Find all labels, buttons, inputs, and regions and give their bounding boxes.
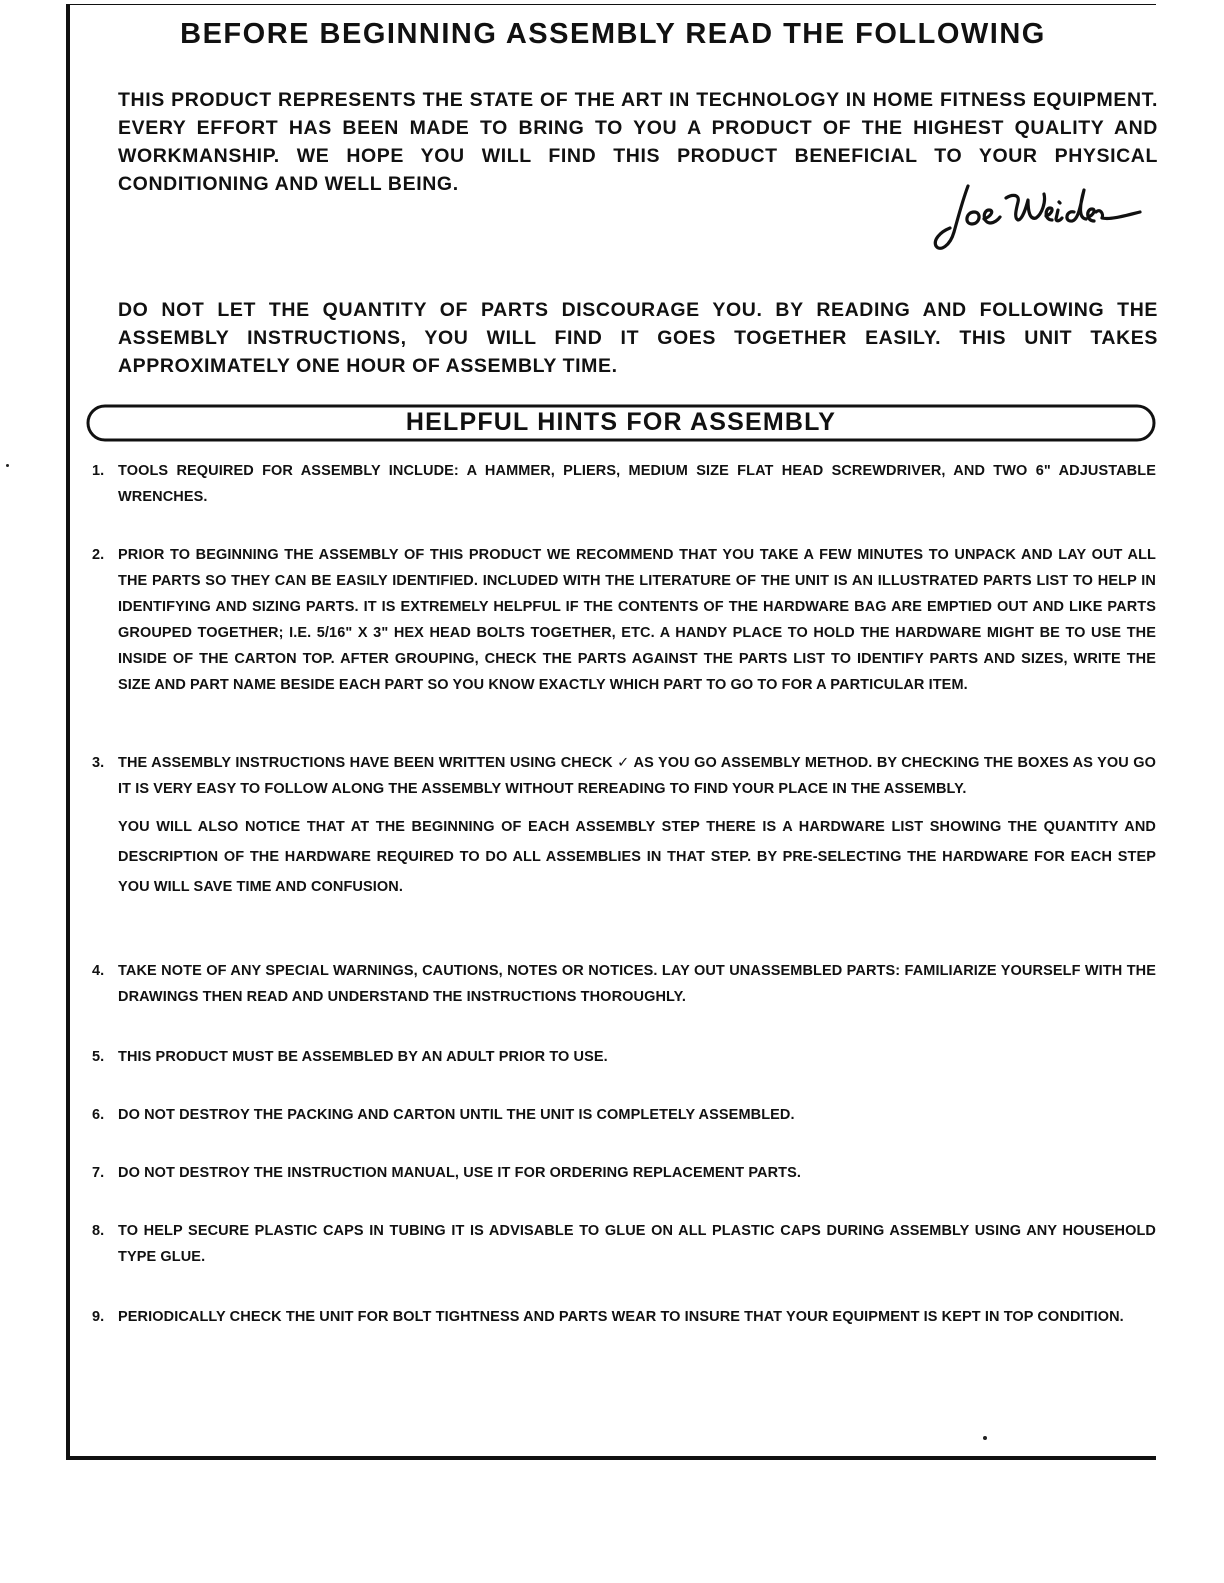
hint-item <box>92 458 1156 510</box>
signature <box>928 172 1148 260</box>
hint-number: 2. <box>92 547 105 563</box>
hint-text: TAKE NOTE OF ANY SPECIAL WARNINGS, CAUTIONS, NOTES OR NOTICES. LAY OUT UNASSEMBLED PARTS: FAMILIARIZE YOURSELF WITH THE DRAWINGS THEN READ AND UNDERSTAND THE INSTRUCTIONS THOROUGHLY. <box>118 963 1156 1005</box>
hint-number: 6. <box>92 1107 105 1123</box>
hint-number: 1. <box>92 463 105 479</box>
hint-text: TOOLS REQUIRED FOR ASSEMBLY INCLUDE: A HAMMER, PLIERS, MEDIUM SIZE FLAT HEAD SCREWDRIVER, AND TWO 6" ADJUSTABLE WRENCHES. <box>118 463 1156 505</box>
scan-speck <box>6 464 9 467</box>
hint-number: 3. <box>92 755 105 771</box>
hint-item <box>92 1044 1156 1070</box>
hint-item <box>92 1304 1156 1330</box>
hint-number: 7. <box>92 1165 105 1181</box>
hint-item <box>92 958 1156 1010</box>
hint-text: TO HELP SECURE PLASTIC CAPS IN TUBING IT IS ADVISABLE TO GLUE ON ALL PLASTIC CAPS DURING ASSEMBLY USING ANY HOUSEHOLD TYPE GLUE. <box>118 1223 1156 1265</box>
hint-item <box>92 750 1156 902</box>
intro-paragraph: THIS PRODUCT REPRESENTS THE STATE OF THE ART IN TECHNOLOGY IN HOME FITNESS EQUIPMENT. EVERY EFFORT HAS BEEN MADE TO BRING TO YOU A PRODUCT OF THE HIGHEST QUALITY AND WORKMANSHIP. WE HOPE YOU WILL FIND THIS PRODUCT BENEFICIAL TO YOUR PHYSICAL CONDITIONING AND WELL BEING. <box>118 89 1158 195</box>
hint-item <box>92 1160 1156 1186</box>
hint-item <box>92 542 1156 698</box>
hint-text: THIS PRODUCT MUST BE ASSEMBLED BY AN ADULT PRIOR TO USE. <box>118 1049 608 1065</box>
hint-text: PRIOR TO BEGINNING THE ASSEMBLY OF THIS PRODUCT WE RECOMMEND THAT YOU TAKE A FEW MINUTES TO UNPACK AND LAY OUT ALL THE PARTS SO THEY CAN BE EASILY IDENTIFIED. INCLUDED WITH THE LITERATURE OF THE UNIT IS AN ILLUSTRATED PARTS LIST TO HELP IN IDENTIFYING AND SIZING PARTS. IT IS EXTREMELY HELPFUL IF THE CONTENTS OF THE HARDWARE BAG ARE EMPTIED OUT AND LIKE PARTS GROUPED TOGETHER; I.E. 5/16" X 3" HEX HEAD BOLTS TOGETHER, ETC. A HANDY PLACE TO HOLD THE HARDWARE MIGHT BE TO USE THE INSIDE OF THE CARTON TOP. AFTER GROUPING, CHECK THE PARTS AGAINST THE PARTS LIST TO IDENTIFY PARTS AND SIZES, WRITE THE SIZE AND PART NAME BESIDE EACH PART SO YOU KNOW EXACTLY WHICH PART TO GO TO FOR A PARTICULAR ITEM. <box>118 547 1156 693</box>
hints-banner <box>86 404 1156 442</box>
page-title: BEFORE BEGINNING ASSEMBLY READ THE FOLLOWING <box>180 18 1046 50</box>
hint-number: 8. <box>92 1223 105 1239</box>
hint-subtext: YOU WILL ALSO NOTICE THAT AT THE BEGINNING OF EACH ASSEMBLY STEP THERE IS A HARDWARE LIST SHOWING THE QUANTITY AND DESCRIPTION OF THE HARDWARE REQUIRED TO DO ALL ASSEMBLIES IN THAT STEP. BY PRE-SELECTING THE HARDWARE FOR EACH STEP YOU WILL SAVE TIME AND CONFUSION. <box>118 819 1156 895</box>
hints-title: HELPFUL HINTS FOR ASSEMBLY <box>405 408 837 436</box>
hint-text: DO NOT DESTROY THE INSTRUCTION MANUAL, USE IT FOR ORDERING REPLACEMENT PARTS. <box>118 1165 802 1181</box>
hint-number: 9. <box>92 1309 105 1325</box>
hint-number: 4. <box>92 963 105 979</box>
intro-paragraph: DO NOT LET THE QUANTITY OF PARTS DISCOURAGE YOU. BY READING AND FOLLOWING THE ASSEMBLY INSTRUCTIONS, YOU WILL FIND IT GOES TOGETHER EASILY. THIS UNIT TAKES APPROXIMATELY ONE HOUR OF ASSEMBLY TIME. <box>118 299 1158 377</box>
hint-item <box>92 1102 1156 1128</box>
hint-text: THE ASSEMBLY INSTRUCTIONS HAVE BEEN WRITTEN USING CHECK ✓ AS YOU GO ASSEMBLY METHOD. BY CHECKING THE BOXES AS YOU GO IT IS VERY EASY TO FOLLOW ALONG THE ASSEMBLY WITHOUT REREADING TO FIND YOUR PLACE IN THE ASSEMBLY. <box>118 755 1156 797</box>
hint-text: PERIODICALLY CHECK THE UNIT FOR BOLT TIGHTNESS AND PARTS WEAR TO INSURE THAT YOUR EQUIPMENT IS KEPT IN TOP CONDITION. <box>118 1309 1124 1325</box>
hint-number: 5. <box>92 1049 105 1065</box>
hint-item <box>92 1218 1156 1270</box>
scan-speck <box>983 1436 987 1440</box>
hint-text: DO NOT DESTROY THE PACKING AND CARTON UNTIL THE UNIT IS COMPLETELY ASSEMBLED. <box>118 1107 795 1123</box>
